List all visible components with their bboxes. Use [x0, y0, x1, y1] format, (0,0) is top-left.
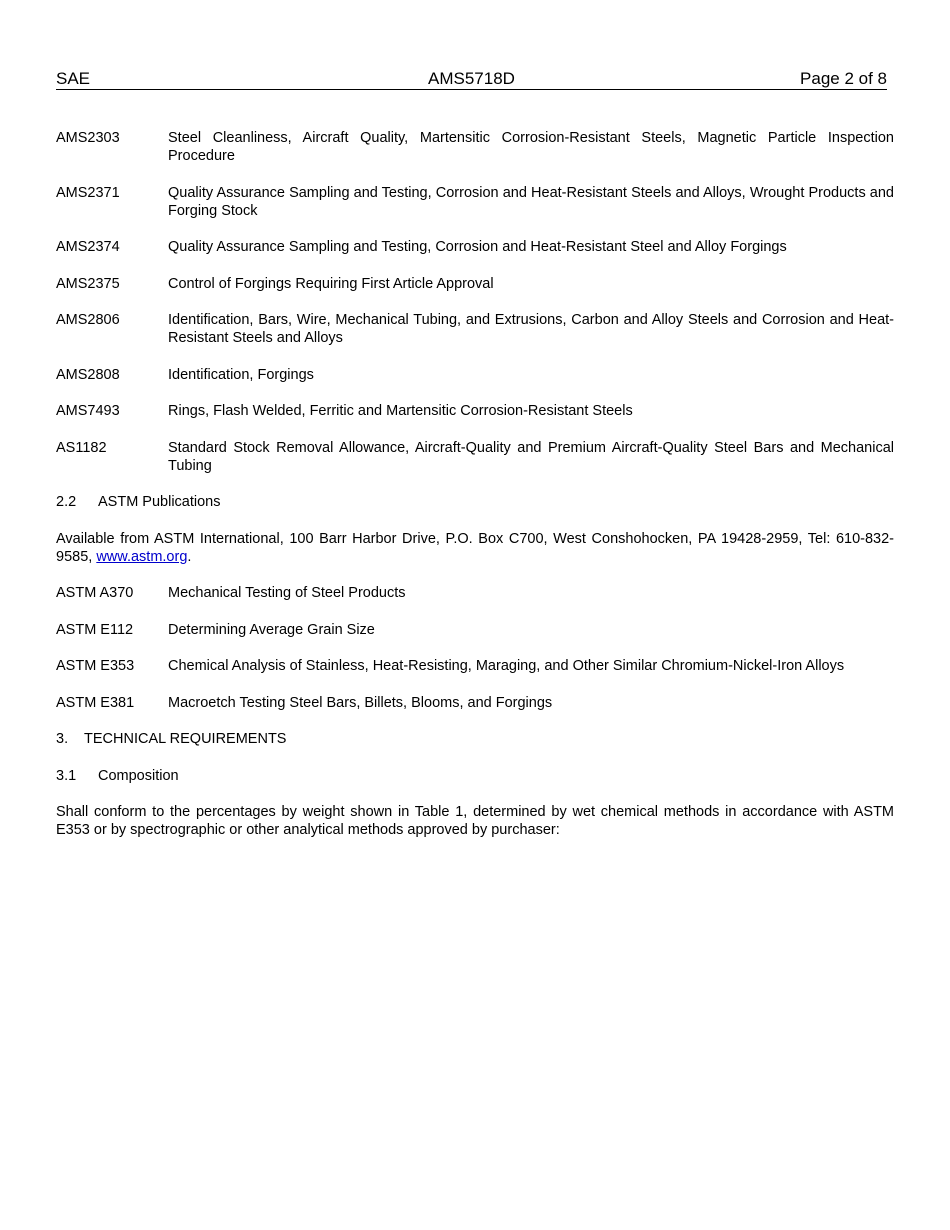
reference-title: Chemical Analysis of Stainless, Heat-Resisting, Maraging, and Other Similar Chromium-Nickel-Iron Alloys	[168, 658, 845, 674]
reference-title: Quality Assurance Sampling and Testing, Corrosion and Heat-Resistant Steel and Alloy Forgings	[168, 239, 787, 255]
reference-row	[56, 584, 894, 602]
reference-code: AMS2375	[56, 275, 120, 292]
header-page-number: Page 2 of 8	[800, 69, 887, 88]
reference-code: ASTM E112	[56, 621, 134, 638]
astm-website-link[interactable]: www.astm.org	[96, 548, 188, 565]
section-heading-3	[56, 730, 894, 748]
section-number: 3.	[56, 731, 69, 747]
page-header	[56, 68, 887, 90]
reference-code: AMS2806	[56, 312, 120, 328]
availability-text: Available from ASTM International, 100 Barr Harbor Drive, P.O. Box C700, West Conshohocken, PA 19428-2959, Tel: 610-832-9585,	[56, 530, 894, 565]
reference-row	[56, 621, 894, 639]
section-heading-3-1	[56, 767, 894, 785]
reference-code: ASTM A370	[56, 585, 134, 601]
astm-availability-paragraph	[56, 530, 894, 566]
reference-title: Identification, Forgings	[168, 366, 314, 383]
reference-row	[56, 129, 894, 165]
reference-row	[56, 366, 894, 384]
reference-code: AMS2808	[56, 366, 120, 383]
sae-reference-list	[56, 129, 894, 475]
reference-title: Mechanical Testing of Steel Products	[168, 585, 406, 601]
section-title: TECHNICAL REQUIREMENTS	[84, 731, 287, 747]
reference-title: Identification, Bars, Wire, Mechanical Tubing, and Extrusions, Carbon and Alloy Steels and Corrosion and Heat-Resistant Steels and Alloys	[168, 312, 894, 346]
reference-row	[56, 184, 894, 220]
reference-code: AS1182	[56, 439, 107, 456]
reference-row	[56, 402, 894, 420]
section-heading-2-2	[56, 493, 894, 511]
header-org: SAE	[56, 69, 91, 88]
reference-code: AMS2303	[56, 130, 120, 146]
reference-code: AMS7493	[56, 403, 120, 419]
reference-code: ASTM E353	[56, 658, 135, 674]
reference-row	[56, 694, 894, 712]
section-number: 2.2	[56, 494, 77, 510]
astm-reference-list	[56, 584, 894, 712]
reference-row	[56, 657, 894, 675]
reference-title: Standard Stock Removal Allowance, Aircraft-Quality and Premium Aircraft-Quality Steel Bars and Mechanical Tubing	[168, 439, 894, 474]
reference-row	[56, 238, 894, 256]
header-doc-number: AMS5718D	[428, 69, 515, 88]
reference-title: Determining Average Grain Size	[168, 621, 375, 638]
section-title: ASTM Publications	[98, 494, 221, 510]
section-title: Composition	[98, 767, 179, 784]
reference-row	[56, 311, 894, 347]
composition-paragraph: Shall conform to the percentages by weight shown in Table 1, determined by wet chemical methods in accordance with ASTM E353 or by spectrographic or other analytical methods approved by purchaser:	[56, 804, 894, 838]
availability-text-end: .	[187, 548, 192, 565]
reference-title: Rings, Flash Welded, Ferritic and Martensitic Corrosion-Resistant Steels	[168, 403, 633, 419]
reference-title: Macroetch Testing Steel Bars, Billets, Blooms, and Forgings	[168, 694, 553, 711]
reference-title: Control of Forgings Requiring First Article Approval	[168, 275, 494, 292]
reference-title: Quality Assurance Sampling and Testing, Corrosion and Heat-Resistant Steels and Alloys, Wrought Products and Forging Stock	[168, 184, 894, 219]
page-content	[56, 129, 894, 858]
reference-title: Steel Cleanliness, Aircraft Quality, Martensitic Corrosion-Resistant Steels, Magnetic Particle Inspection Procedure	[168, 130, 894, 164]
reference-code: AMS2374	[56, 239, 120, 255]
reference-row	[56, 275, 894, 293]
reference-row	[56, 439, 894, 475]
reference-code: ASTM E381	[56, 694, 135, 711]
section-number: 3.1	[56, 767, 77, 784]
reference-code: AMS2371	[56, 184, 120, 201]
